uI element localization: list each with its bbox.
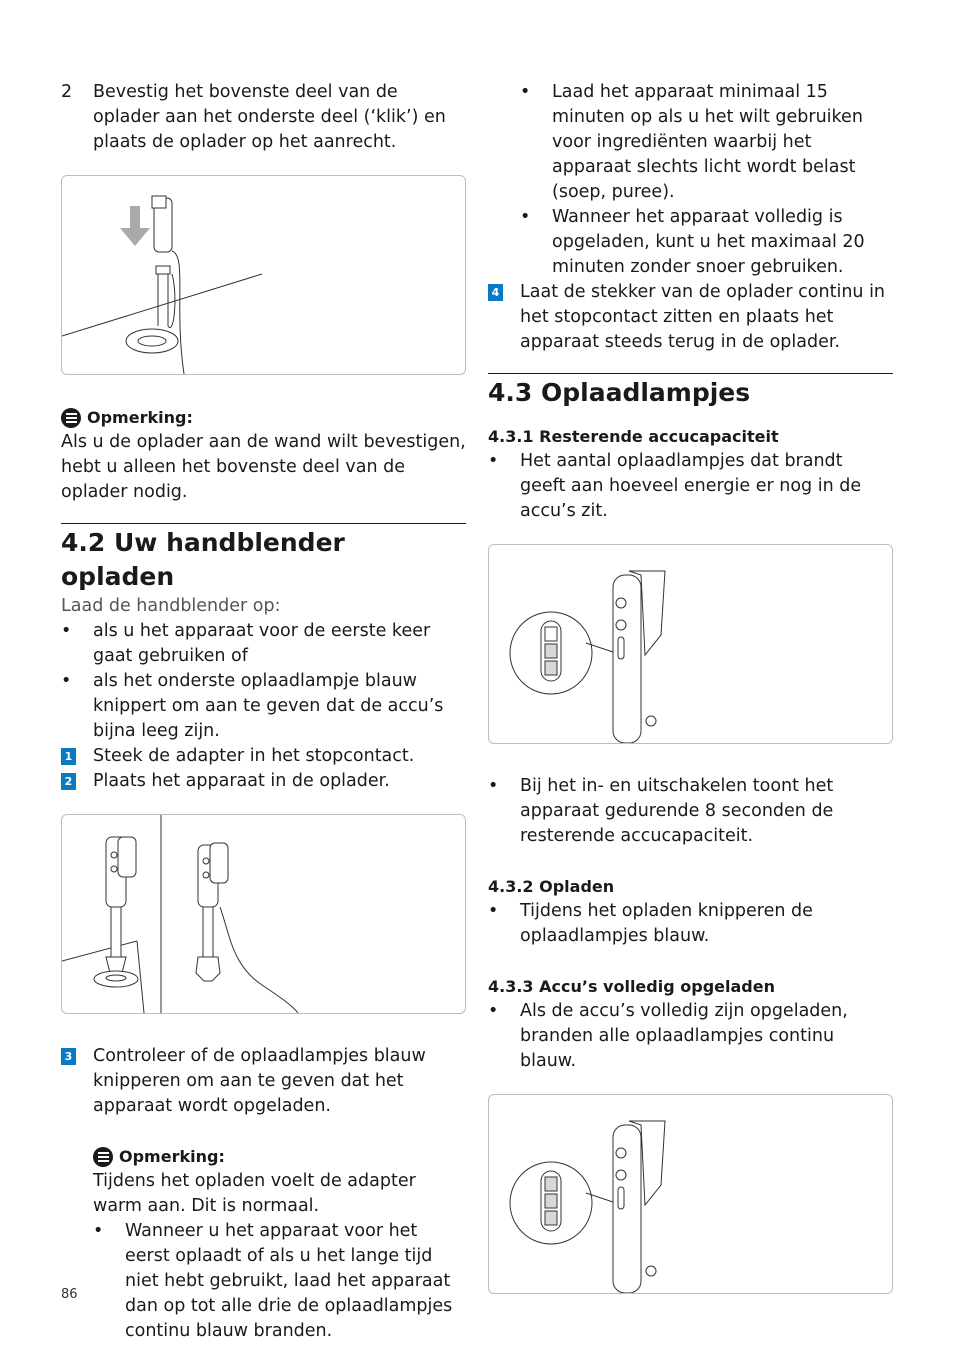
- bullet-text: Het aantal oplaadlampjes dat brandt geeft aan hoeveel energie er nog in de accu’s zit.: [520, 451, 862, 521]
- note-icon: [61, 408, 81, 428]
- step-1: [61, 744, 466, 769]
- note-1: [61, 405, 466, 505]
- step-3: [61, 1044, 466, 1119]
- section-title-4-2: 4.2 Uw handblender opladen: [61, 523, 466, 594]
- bullet-text: Bij het in- en uitschakelen toont het apparaat gedurende 8 seconden de resterende accucapaciteit.: [520, 776, 834, 846]
- step-text: Controleer of de oplaadlampjes blauw knipperen om aan te geven dat het apparaat wordt opgeladen.: [93, 1046, 426, 1116]
- subsection-title-4-3-3: 4.3.3 Accu’s volledig opgeladen: [488, 977, 775, 996]
- note-title-text: Opmerking:: [119, 1147, 225, 1166]
- list-item: [488, 899, 893, 949]
- list-item: [488, 999, 893, 1074]
- step-2: [61, 769, 466, 794]
- step-text: Plaats het apparaat in de oplader.: [93, 771, 390, 791]
- step-number-badge: 1: [61, 748, 76, 765]
- bullet-text: Wanneer u het apparaat voor het eerst oplaadt of als u het lange tijd niet hebt gebruikt, laad het apparaat dan op tot alle drie de oplaadlampjes continu blauw branden.: [125, 1221, 453, 1341]
- subsection-title-4-3-2: 4.3.2 Opladen: [488, 877, 615, 896]
- list-item: [61, 619, 466, 669]
- bullet-text: Als de accu’s volledig zijn opgeladen, branden alle oplaadlampjes continu blauw.: [520, 1001, 848, 1071]
- figure-blender-in-charger: [61, 814, 466, 1014]
- note-text: Als u de oplader aan de wand wilt bevestigen, hebt u alleen het bovenste deel van de oplader nodig.: [61, 432, 466, 502]
- bullet-mark: •: [93, 1221, 104, 1241]
- list-item: [488, 205, 893, 280]
- bullet-text: Laad het apparaat minimaal 15 minuten op als u het wilt gebruiken voor ingrediënten waarbij het apparaat slechts licht wordt belast (soep, puree).: [552, 82, 863, 202]
- right-column: [488, 80, 893, 1294]
- bullet-mark: •: [520, 82, 531, 102]
- bullet-text: als het onderste oplaadlampje blauw knippert om aan te geven dat de accu’s bijna leeg zijn.: [93, 671, 444, 741]
- bullet-mark: •: [520, 207, 531, 227]
- subsection-title-4-3-1: 4.3.1 Resterende accucapaciteit: [488, 427, 779, 446]
- bullet-mark: •: [488, 776, 499, 796]
- bullet-text: Wanneer het apparaat volledig is opgeladen, kunt u het maximaal 20 minuten zonder snoer gebruiken.: [552, 207, 865, 277]
- note-title: [61, 405, 466, 430]
- step-number: 2: [61, 82, 73, 102]
- note-title: [93, 1144, 466, 1169]
- note-icon: [93, 1147, 113, 1167]
- figure-charge-lights-partial: [488, 544, 893, 744]
- step-4: [488, 280, 893, 355]
- step-text: Bevestig het bovenste deel van de oplader aan het onderste deel (‘klik’) en plaats de oplader op het aanrecht.: [93, 82, 446, 152]
- list-item: [488, 449, 893, 524]
- left-column: [61, 80, 466, 1344]
- figure-charge-lights-full: [488, 1094, 893, 1294]
- list-item: [61, 669, 466, 744]
- step-text: Laat de stekker van de oplader continu in het stopcontact zitten en plaats het apparaat steeds terug in de oplader.: [520, 282, 886, 352]
- bullet-mark: •: [488, 901, 499, 921]
- bullet-text: als u het apparaat voor de eerste keer gaat gebruiken of: [93, 621, 431, 666]
- section-title-4-3: 4.3 Oplaadlampjes: [488, 373, 893, 410]
- note-2: [61, 1144, 466, 1344]
- step-number-badge: 2: [61, 773, 76, 790]
- page-number: 86: [61, 1287, 78, 1302]
- bullet-mark: •: [61, 671, 72, 691]
- step-2-charger: [61, 80, 466, 155]
- intro-text: Laad de handblender op:: [61, 596, 281, 616]
- figure-charger-assembly: [61, 175, 466, 375]
- bullet-mark: •: [488, 451, 499, 471]
- list-item: [488, 80, 893, 205]
- step-number-badge: 3: [61, 1048, 76, 1065]
- step-text: Steek de adapter in het stopcontact.: [93, 746, 415, 766]
- list-item: [488, 774, 893, 849]
- note-title-text: Opmerking:: [87, 408, 193, 427]
- note-text: Tijdens het opladen voelt de adapter warm aan. Dit is normaal.: [93, 1171, 416, 1216]
- bullet-text: Tijdens het opladen knipperen de oplaadlampjes blauw.: [520, 901, 813, 946]
- list-item: [93, 1219, 466, 1344]
- step-number-badge: 4: [488, 284, 503, 301]
- bullet-mark: •: [488, 1001, 499, 1021]
- bullet-mark: •: [61, 621, 72, 641]
